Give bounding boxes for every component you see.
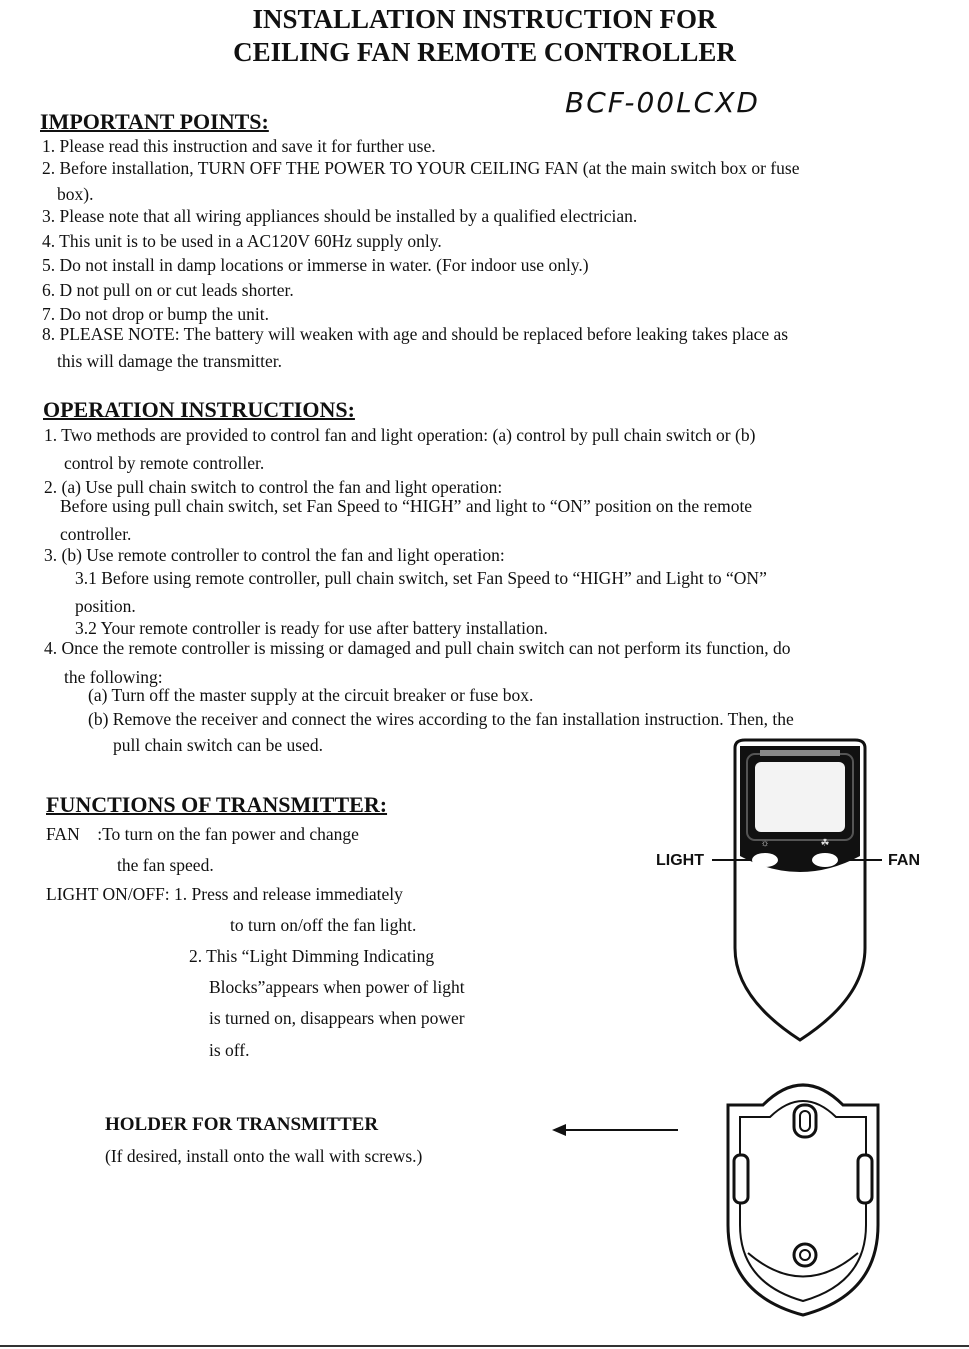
functions-light-line-2: 2. This “Light Dimming Indicating xyxy=(189,946,435,966)
important-line-4: 4. This unit is to be used in a AC120V 60Hz supply only. xyxy=(42,231,442,251)
operation-line-2c: controller. xyxy=(60,524,132,544)
operation-line-4b-item: (b) Remove the receiver and connect the wires according to the fan installation instruction. Then, the xyxy=(88,709,794,729)
handwritten-model-number: BCF-00LCXD xyxy=(565,86,760,119)
operation-line-4b: the following: xyxy=(64,667,163,687)
operation-line-2b: Before using pull chain switch, set Fan Speed to “HIGH” and light to “ON” position on the remote xyxy=(60,496,753,516)
holder-left-clip xyxy=(734,1155,748,1203)
important-line-7: 7. Do not drop or bump the unit. xyxy=(42,304,269,324)
operation-line-4b-cont: pull chain switch can be used. xyxy=(113,735,323,755)
functions-light-line-2d: is off. xyxy=(209,1040,250,1060)
functions-light-line-2b: Blocks”appears when power of light xyxy=(209,977,465,997)
functions-light-line-1: LIGHT ON/OFF: 1. Press and release immediately xyxy=(46,884,403,904)
important-line-6: 6. D not pull on or cut leads shorter. xyxy=(42,280,294,300)
important-line-5: 5. Do not install in damp locations or immerse in water. (For indoor use only.) xyxy=(42,255,589,275)
operation-instructions-heading: OPERATION INSTRUCTIONS: xyxy=(43,397,355,422)
figure-label-light: LIGHT xyxy=(656,852,704,869)
operation-line-3-1: 3.1 Before using remote controller, pull chain switch, set Fan Speed to “HIGH” and Light to “ON” xyxy=(75,568,767,588)
functions-light-line-1b: to turn on/off the fan light. xyxy=(230,915,417,935)
fan-button-symbol: ☘ xyxy=(820,838,830,849)
holder-right-clip xyxy=(858,1155,872,1203)
operation-line-2: 2. (a) Use pull chain switch to control the fan and light operation: xyxy=(44,477,503,497)
important-line-2: 2. Before installation, TURN OFF THE POWER TO YOUR CEILING FAN (at the main switch box or fuse xyxy=(42,158,800,178)
bottom-rule xyxy=(0,1345,969,1347)
figure-label-fan: FAN xyxy=(888,852,920,869)
arrow-to-holder-icon xyxy=(550,1120,680,1140)
transmitter-display-screen xyxy=(755,762,845,832)
operation-line-3-2: 3.2 Your remote controller is ready for use after battery installation. xyxy=(75,618,548,638)
operation-line-1: 1. Two methods are provided to control fan and light operation: (a) control by pull chain switch or (b) xyxy=(44,425,756,445)
operation-line-4: 4. Once the remote controller is missing or damaged and pull chain switch can not perform its function, do xyxy=(44,638,791,658)
important-line-8: 8. PLEASE NOTE: The battery will weaken with age and should be replaced before leaking takes place as xyxy=(42,324,789,344)
light-button-symbol: ☼ xyxy=(760,838,770,849)
transmitter-display-top-strip xyxy=(760,750,840,756)
transmitter-holder-illustration xyxy=(718,1075,888,1325)
important-line-3: 3. Please note that all wiring appliances should be installed by a qualified electrician. xyxy=(42,206,638,226)
doc-title-line-2: CEILING FAN REMOTE CONTROLLER xyxy=(233,37,736,67)
functions-fan-line: FAN :To turn on the fan power and change xyxy=(46,824,359,844)
light-button xyxy=(752,853,778,867)
functions-heading: FUNCTIONS OF TRANSMITTER: xyxy=(46,792,388,817)
important-line-8b: this will damage the transmitter. xyxy=(57,351,283,371)
functions-fan-line-b: the fan speed. xyxy=(117,855,214,875)
holder-note: (If desired, install onto the wall with screws.) xyxy=(105,1146,423,1166)
operation-line-1b: control by remote controller. xyxy=(64,453,265,473)
operation-line-3-1b: position. xyxy=(75,596,136,616)
operation-line-4a: (a) Turn off the master supply at the circuit breaker or fuse box. xyxy=(88,685,534,705)
doc-title-line-1: INSTALLATION INSTRUCTION FOR xyxy=(252,4,717,34)
holder-title: HOLDER FOR TRANSMITTER xyxy=(105,1114,379,1135)
important-line-2b: box). xyxy=(57,184,94,204)
important-line-1: 1. Please read this instruction and save it for further use. xyxy=(42,136,436,156)
transmitter-illustration xyxy=(720,738,880,1048)
functions-light-line-2c: is turned on, disappears when power xyxy=(209,1008,465,1028)
important-points-heading: IMPORTANT POINTS: xyxy=(40,109,269,134)
operation-line-3: 3. (b) Use remote controller to control the fan and light operation: xyxy=(44,545,505,565)
fan-button xyxy=(812,853,838,867)
